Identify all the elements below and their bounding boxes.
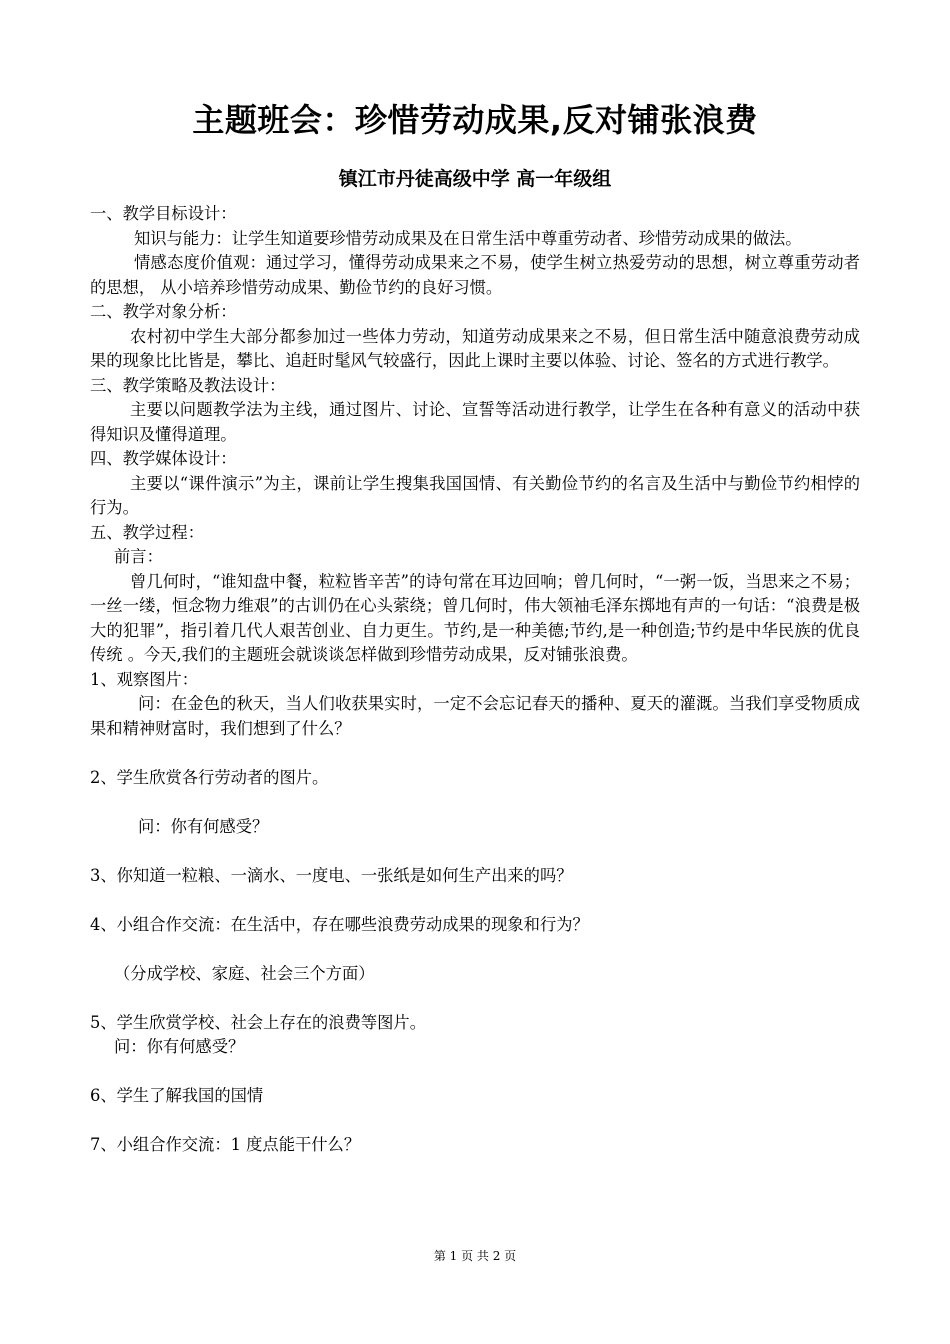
list-item: 4、小组合作交流：在生活中，存在哪些浪费劳动成果的现象和行为？ [90, 914, 589, 934]
list-item: 3、你知道一粒粮、一滴水、一度电、一张纸是如何生产出来的吗？ [90, 865, 573, 885]
paragraph: 问：你有何感受？ [138, 816, 269, 836]
paragraph: 问：在金色的秋天，当人们收获果实时，一定不会忘记春天的播种、夏天的灌溉。当我们享受物质成果和精神财富时，我们想到了什么？ [90, 694, 860, 738]
list-item: 2、学生欣赏各行劳动者的图片。 [90, 767, 329, 787]
document-body [90, 202, 860, 1158]
section-heading: 三、教学策略及教法设计： [90, 375, 286, 395]
list-item: 6、学生了解我国的国情 [90, 1086, 264, 1105]
blank-line [90, 839, 860, 864]
document-subtitle: 镇江市丹徒高级中学 高一年级组 [338, 168, 612, 190]
blank-line [90, 741, 860, 766]
blank-line [90, 986, 860, 1011]
paragraph: 情感态度价值观：通过学习，懂得劳动成果来之不易，使学生树立热爱劳动的思想，树立尊重劳动者的思想， 从小培养珍惜劳动成果、勤俭节约的良好习惯。 [90, 253, 860, 297]
page-footer: 第 1 页 共 2 页 [433, 1249, 517, 1263]
section-heading: 四、教学媒体设计： [90, 449, 237, 468]
paragraph: （分成学校、家庭、社会三个方面） [114, 963, 375, 983]
section-heading: 二、教学对象分析： [90, 302, 237, 321]
blank-line [90, 1109, 860, 1134]
list-item: 1、观察图片： [90, 669, 199, 689]
paragraph: 知识与能力：让学生知道要珍惜劳动成果及在日常生活中尊重劳动者、珍惜劳动成果的做法。 [134, 228, 802, 248]
document-title: 主题班会：珍惜劳动成果,反对铺张浪费 [192, 101, 758, 139]
paragraph: 农村初中学生大部分都参加过一些体力劳动，知道劳动成果来之不易，但日常生活中随意浪费劳动成果的现象比比皆是，攀比、追赶时髦风气较盛行，因此上课时主要以体验、讨论、签名的方式进行教学。 [90, 326, 860, 370]
blank-line [90, 790, 860, 815]
blank-line [90, 937, 860, 962]
paragraph: 主要以问题教学法为主线，通过图片、讨论、宣誓等活动进行教学，让学生在各种有意义的活动中获得知识及懂得道理。 [90, 400, 860, 444]
blank-line [90, 888, 860, 913]
paragraph: 曾几何时，“谁知盘中餐，粒粒皆辛苦”的诗句常在耳边回响；曾几何时，“一粥一饭，当思来之不易；一丝一缕，恒念物力维艰”的古训仍在心头萦绕；曾几何时，伟大领袖毛泽东掷地有声的一句话：“浪费是极大的犯罪”，指引着几代人艰苦创业、自力更生。节约,是一种美德;节约,是一种创造;节约是中华民族的优良传统 。今天,我们的主题班会就谈谈怎样做到珍惜劳动成果，反对铺张浪费。 [90, 571, 860, 664]
list-item: 7、小组合作交流：1 度点能干什么？ [90, 1135, 361, 1154]
list-item: 5、学生欣赏学校、社会上存在的浪费等图片。 [90, 1012, 426, 1032]
section-heading: 五、教学过程： [90, 522, 204, 542]
blank-line [90, 1060, 860, 1085]
paragraph: 前言： [114, 547, 163, 566]
section-heading: 一、教学目标设计： [90, 204, 237, 223]
paragraph: 主要以“课件演示”为主，课前让学生搜集我国国情、有关勤俭节约的名言及生活中与勤俭节约相悖的行为。 [90, 473, 860, 517]
paragraph: 问：你有何感受？ [114, 1037, 245, 1056]
